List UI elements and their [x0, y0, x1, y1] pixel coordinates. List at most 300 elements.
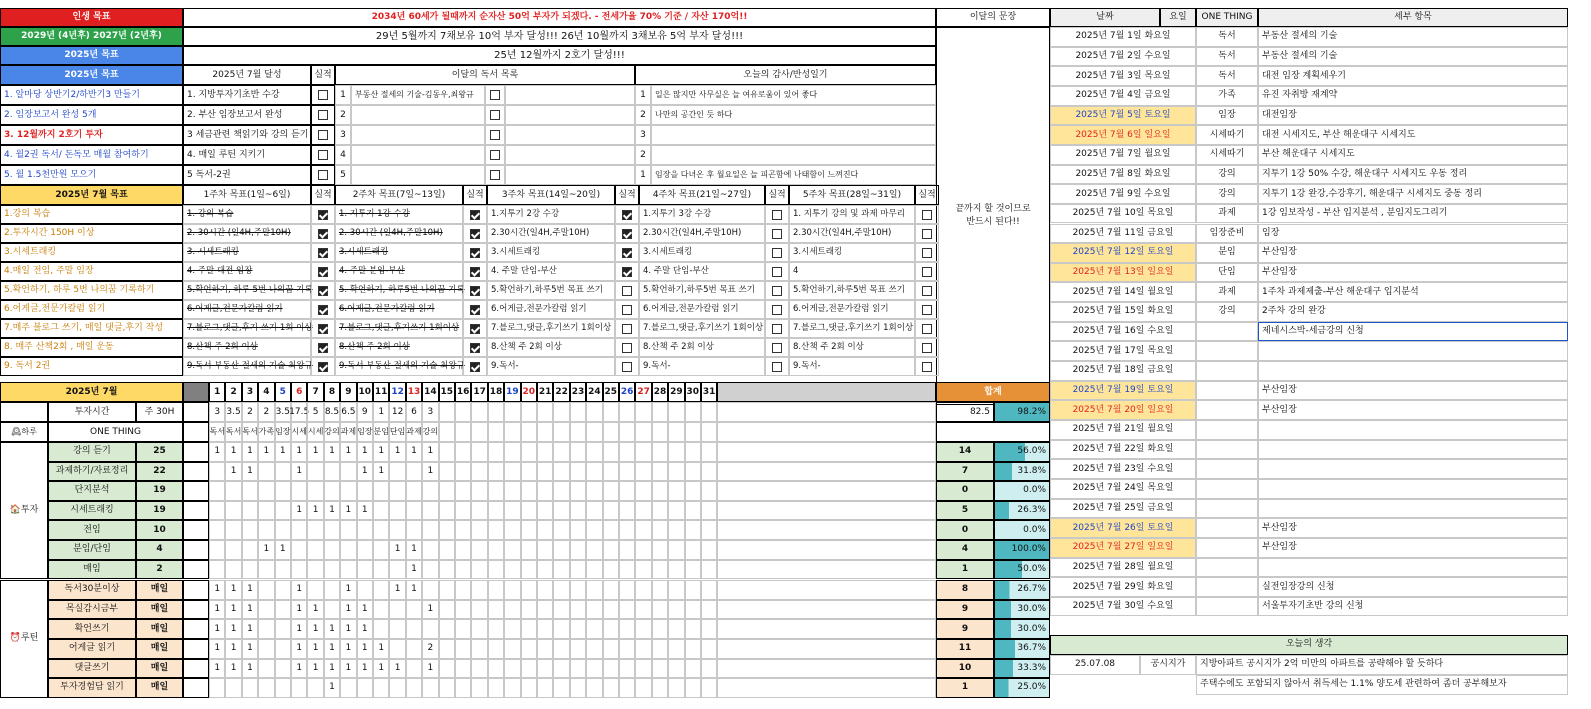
daily-one-thing[interactable]: 강의 [1196, 165, 1258, 185]
invest-mark[interactable] [603, 481, 619, 501]
gratitude-text[interactable]: 임장을 다녀온 후 월요일은 늘 피곤함에 나태함이 느껴진다 [651, 165, 936, 185]
invest-mark[interactable] [521, 442, 537, 462]
track-day-header[interactable]: 20 [521, 382, 537, 402]
checkbox[interactable] [490, 150, 500, 160]
reading-num[interactable]: 1 [335, 85, 351, 105]
month-goal-item[interactable]: 1.강의 복습 [0, 205, 183, 224]
invest-mark[interactable] [455, 560, 471, 580]
daily-date[interactable]: 2025년 7월 5일 토요일 [1050, 106, 1196, 126]
routine-mark[interactable] [406, 678, 422, 698]
routine-mark[interactable] [406, 659, 422, 679]
invest-mark[interactable]: 1 [242, 462, 258, 482]
daily-detail[interactable] [1258, 558, 1568, 578]
invest-time-day[interactable]: 5 [307, 402, 323, 422]
invest-mark[interactable] [258, 520, 274, 540]
checkbox[interactable] [470, 248, 480, 258]
daily-one-thing[interactable]: 독서 [1196, 66, 1258, 86]
one-thing-day[interactable]: 강의 [422, 422, 438, 442]
invest-mark[interactable] [291, 481, 307, 501]
routine-mark[interactable] [553, 619, 569, 639]
reading-note[interactable] [505, 125, 635, 145]
routine-mark[interactable] [537, 619, 553, 639]
week-goal-check[interactable] [915, 300, 939, 319]
routine-mark[interactable] [471, 659, 487, 679]
routine-mark[interactable]: 1 [291, 580, 307, 600]
daily-date[interactable]: 2025년 7월 15일 화요일 [1050, 302, 1196, 322]
checkbox[interactable] [772, 362, 782, 372]
routine-mark[interactable] [324, 600, 340, 620]
week-goal-check[interactable] [463, 338, 487, 357]
routine-mark[interactable] [537, 659, 553, 679]
one-thing-label[interactable]: ONE THING [48, 422, 183, 442]
track-day-header[interactable]: 10 [357, 382, 373, 402]
routine-mark[interactable]: 1 [340, 659, 356, 679]
routine-mark[interactable] [619, 619, 635, 639]
invest-row-pct[interactable]: 50.0% [994, 560, 1050, 580]
week-done-header[interactable]: 실적 [915, 185, 939, 205]
week-goal-item[interactable]: 3. 시세트래킹 [183, 243, 311, 262]
week-goal-check[interactable] [311, 262, 335, 281]
invest-row-name[interactable]: 전임 [48, 520, 136, 540]
routine-mark[interactable] [307, 580, 323, 600]
invest-mark[interactable] [521, 501, 537, 521]
invest-time-day[interactable] [701, 402, 717, 422]
invest-mark[interactable] [652, 462, 668, 482]
week-goal-item[interactable]: 7.블로그,댓글,후기 쓰기 1회 이상 [183, 319, 311, 338]
routine-mark[interactable]: 1 [324, 619, 340, 639]
invest-mark[interactable] [521, 481, 537, 501]
invest-time-total[interactable]: 82.5 [936, 402, 994, 422]
routine-mark[interactable]: 1 [242, 600, 258, 620]
routine-row-pct[interactable]: 30.0% [994, 619, 1050, 639]
week-goal-item[interactable]: 5.확언하기,하루5번 목표 쓰기 [789, 281, 915, 300]
routine-mark[interactable] [570, 678, 586, 698]
reading-note[interactable] [505, 145, 635, 165]
checkbox[interactable] [622, 286, 632, 296]
invest-mark[interactable]: 1 [406, 560, 422, 580]
invest-mark[interactable] [603, 520, 619, 540]
invest-mark[interactable] [389, 462, 405, 482]
routine-mark[interactable] [603, 678, 619, 698]
invest-mark[interactable] [324, 520, 340, 540]
routine-mark[interactable] [455, 580, 471, 600]
checkbox[interactable] [622, 362, 632, 372]
week-goal-check[interactable] [915, 338, 939, 357]
invest-mark[interactable] [603, 560, 619, 580]
routine-mark[interactable]: 1 [242, 659, 258, 679]
invest-mark[interactable] [701, 462, 717, 482]
daily-detail[interactable]: 부산임장 [1258, 400, 1568, 420]
invest-mark[interactable] [603, 442, 619, 462]
routine-mark[interactable]: 1 [373, 659, 389, 679]
daily-detail[interactable]: 부산임장 [1258, 381, 1568, 401]
track-day-header[interactable]: 19 [504, 382, 520, 402]
invest-mark[interactable] [537, 501, 553, 521]
daily-detail[interactable]: 유진 자취방 재계약 [1258, 86, 1568, 106]
daily-date[interactable]: 2025년 7월 19일 토요일 [1050, 381, 1196, 401]
routine-mark[interactable] [340, 678, 356, 698]
invest-mark[interactable] [389, 520, 405, 540]
week-goal-item[interactable]: 6.어게글,전문가칼럼 읽기 [487, 300, 615, 319]
daily-detail[interactable]: 1주차 과제제출-부산 해운대구 입지분석 [1258, 282, 1568, 302]
routine-mark[interactable] [471, 639, 487, 659]
week-goal-item[interactable]: 8.산책 주 2회 이상 [789, 338, 915, 357]
invest-row-name[interactable]: 매임 [48, 560, 136, 580]
week-goal-item[interactable]: 5.확언하기,하루5번 목표 쓰기 [487, 281, 615, 300]
week-goal-check[interactable] [463, 319, 487, 338]
invest-mark[interactable] [422, 560, 438, 580]
routine-mark[interactable] [553, 580, 569, 600]
invest-mark[interactable]: 1 [225, 462, 241, 482]
routine-mark[interactable] [685, 580, 701, 600]
routine-mark[interactable] [488, 619, 504, 639]
reading-check[interactable] [485, 125, 505, 145]
invest-mark[interactable]: 1 [422, 462, 438, 482]
routine-mark[interactable] [619, 678, 635, 698]
reading-check[interactable] [485, 165, 505, 185]
invest-mark[interactable] [471, 442, 487, 462]
invest-time-day[interactable] [488, 402, 504, 422]
routine-row-total[interactable]: 11 [936, 639, 994, 659]
track-day-header[interactable]: 28 [652, 382, 668, 402]
week-goal-check[interactable] [615, 243, 639, 262]
checkbox[interactable] [622, 248, 632, 258]
checkbox[interactable] [922, 305, 932, 315]
invest-mark[interactable] [668, 481, 684, 501]
daily-detail[interactable]: 부산임장 [1258, 243, 1568, 263]
daily-one-thing[interactable] [1196, 558, 1258, 578]
invest-mark[interactable]: 1 [307, 442, 323, 462]
invest-row-name[interactable]: 단지분석 [48, 481, 136, 501]
checkbox[interactable] [318, 90, 328, 100]
daily-one-thing[interactable]: 강의 [1196, 184, 1258, 204]
invest-row-total[interactable]: 1 [936, 560, 994, 580]
daily-detail[interactable]: 부산임장 [1258, 263, 1568, 283]
invest-mark[interactable] [258, 462, 274, 482]
week-goal-check[interactable] [765, 319, 789, 338]
invest-mark[interactable] [701, 481, 717, 501]
routine-row-target[interactable]: 매일 [136, 659, 183, 679]
week-goal-check[interactable] [915, 357, 939, 376]
routine-mark[interactable]: 1 [307, 619, 323, 639]
daily-date[interactable]: 2025년 7월 9일 수요일 [1050, 184, 1196, 204]
routine-mark[interactable]: 1 [291, 659, 307, 679]
one-thing-day[interactable] [553, 422, 569, 442]
invest-mark[interactable] [406, 501, 422, 521]
week-goal-item[interactable]: 9.독서- [639, 357, 765, 376]
routine-mark[interactable] [668, 659, 684, 679]
thought-header[interactable]: 오늘의 생각 [1050, 635, 1568, 655]
week-goal-check[interactable] [915, 224, 939, 243]
one-thing-day[interactable] [537, 422, 553, 442]
gratitude-text[interactable]: 나만의 공간인 듯 하다 [651, 105, 936, 125]
invest-mark[interactable] [357, 560, 373, 580]
routine-mark[interactable] [586, 659, 602, 679]
routine-mark[interactable]: 1 [225, 619, 241, 639]
week-goal-check[interactable] [463, 262, 487, 281]
reading-num[interactable]: 5 [335, 165, 351, 185]
invest-row-name[interactable]: 분임/단임 [48, 540, 136, 560]
routine-mark[interactable] [455, 678, 471, 698]
invest-row-total[interactable]: 0 [936, 481, 994, 501]
checkbox[interactable] [922, 324, 932, 334]
daily-date[interactable]: 2025년 7월 8일 화요일 [1050, 165, 1196, 185]
invest-mark[interactable] [422, 520, 438, 540]
invest-row-pct[interactable]: 31.8% [994, 462, 1050, 482]
daily-one-thing[interactable] [1196, 420, 1258, 440]
invest-mark[interactable] [504, 520, 520, 540]
gratitude-num[interactable]: 2 [635, 145, 651, 165]
invest-mark[interactable] [357, 520, 373, 540]
month-goal-item[interactable]: 5.확언하기, 하루 5번 나의꿈 기록하기 [0, 281, 183, 300]
done-header[interactable]: 실적 [311, 65, 335, 85]
year-goal-item[interactable]: 4. 월2권 독서/ 돈독모 매월 참여하기 [0, 145, 183, 165]
routine-mark[interactable]: 1 [225, 659, 241, 679]
invest-time-day[interactable] [521, 402, 537, 422]
routine-mark[interactable] [635, 619, 651, 639]
track-day-header[interactable]: 4 [258, 382, 274, 402]
invest-mark[interactable] [471, 501, 487, 521]
daily-detail[interactable]: 지투기 1강 50% 수강, 해운대구 시세지도 우동 정리 [1258, 165, 1568, 185]
checkbox[interactable] [470, 210, 480, 220]
week-goal-item[interactable]: 8.산책 주 2회 이상 [639, 338, 765, 357]
daily-date[interactable]: 2025년 7월 28일 월요일 [1050, 558, 1196, 578]
week-goal-check[interactable] [615, 300, 639, 319]
week-goal-check[interactable] [915, 319, 939, 338]
daily-one-thing[interactable]: 분임 [1196, 243, 1258, 263]
routine-mark[interactable] [553, 659, 569, 679]
track-day-header[interactable]: 31 [701, 382, 717, 402]
routine-mark[interactable] [603, 600, 619, 620]
one-thing-day[interactable] [701, 422, 717, 442]
routine-mark[interactable] [504, 639, 520, 659]
daily-detail[interactable]: 서울투자기초반 강의 신청 [1258, 597, 1568, 617]
invest-mark[interactable]: 1 [406, 442, 422, 462]
daily-dow-header[interactable]: 요일 [1160, 8, 1196, 27]
checkbox[interactable] [318, 362, 328, 372]
year-goal-item[interactable]: 5. 월 1.5천만원 모으기 [0, 165, 183, 185]
invest-mark[interactable] [324, 481, 340, 501]
month-achieve-item[interactable]: 5 독서-2권 [183, 165, 311, 185]
routine-mark[interactable] [570, 580, 586, 600]
routine-row-target[interactable]: 매일 [136, 600, 183, 620]
routine-mark[interactable] [685, 619, 701, 639]
invest-mark[interactable] [209, 560, 225, 580]
daily-detail[interactable] [1258, 341, 1568, 361]
invest-mark[interactable] [504, 442, 520, 462]
routine-row-pct[interactable]: 25.0% [994, 678, 1050, 698]
routine-mark[interactable] [275, 619, 291, 639]
routine-mark[interactable] [471, 600, 487, 620]
routine-mark[interactable]: 1 [209, 580, 225, 600]
routine-mark[interactable] [652, 639, 668, 659]
invest-mark[interactable] [406, 462, 422, 482]
invest-mark[interactable] [307, 540, 323, 560]
week-header-3[interactable]: 3주차 목표(14일~20일) [487, 185, 615, 205]
gratitude-text[interactable] [651, 145, 936, 165]
invest-row-target[interactable]: 19 [136, 501, 183, 521]
routine-mark[interactable] [586, 580, 602, 600]
routine-mark[interactable] [652, 619, 668, 639]
invest-mark[interactable] [307, 481, 323, 501]
daily-date[interactable]: 2025년 7월 27일 일요일 [1050, 538, 1196, 558]
track-day-header[interactable]: 12 [389, 382, 405, 402]
daily-date[interactable]: 2025년 7월 23일 수요일 [1050, 459, 1196, 479]
invest-mark[interactable] [488, 501, 504, 521]
routine-mark[interactable]: 1 [340, 580, 356, 600]
invest-mark[interactable] [537, 442, 553, 462]
invest-row-target[interactable]: 2 [136, 560, 183, 580]
routine-mark[interactable] [635, 639, 651, 659]
checkbox[interactable] [622, 267, 632, 277]
daily-date[interactable]: 2025년 7월 14일 월요일 [1050, 282, 1196, 302]
week-goal-item[interactable]: 6.어게글,전문가칼럼 읽기 [335, 300, 463, 319]
routine-mark[interactable] [635, 659, 651, 679]
routine-mark[interactable] [504, 659, 520, 679]
invest-mark[interactable] [553, 481, 569, 501]
routine-mark[interactable] [242, 678, 258, 698]
invest-time-day[interactable] [455, 402, 471, 422]
routine-mark[interactable] [389, 639, 405, 659]
routine-mark[interactable]: 1 [209, 619, 225, 639]
month-goal-item[interactable]: 2.투자시간 150H 이상 [0, 224, 183, 243]
daily-one-thing[interactable] [1196, 322, 1258, 342]
invest-mark[interactable] [504, 501, 520, 521]
routine-row-target[interactable]: 매일 [136, 678, 183, 698]
routine-mark[interactable] [537, 600, 553, 620]
routine-mark[interactable] [258, 678, 274, 698]
invest-mark[interactable] [422, 501, 438, 521]
track-day-header[interactable]: 9 [340, 382, 356, 402]
routine-mark[interactable]: 1 [357, 619, 373, 639]
routine-mark[interactable]: 1 [324, 639, 340, 659]
invest-time-day[interactable]: 6.5 [340, 402, 356, 422]
daily-one-thing[interactable]: 단임 [1196, 263, 1258, 283]
week-goal-item[interactable]: 8.산책 주 2회 이상 [487, 338, 615, 357]
month-goal-item[interactable]: 7.매주 블로그 쓰기, 매일 댓글,후기 작성 [0, 319, 183, 338]
routine-mark[interactable]: 1 [242, 619, 258, 639]
invest-mark[interactable] [225, 520, 241, 540]
week-goal-check[interactable] [311, 224, 335, 243]
invest-mark[interactable] [537, 560, 553, 580]
track-day-header[interactable]: 17 [471, 382, 487, 402]
routine-mark[interactable] [406, 639, 422, 659]
month-goal-item[interactable]: 6.어게글,전문가칼럼 읽기 [0, 300, 183, 319]
one-thing-day[interactable] [586, 422, 602, 442]
invest-time-day[interactable]: 3 [209, 402, 225, 422]
daily-detail[interactable] [1258, 420, 1568, 440]
mid-goal-text[interactable]: 29년 5월까지 7채보유 10억 부자 달성!!! 26년 10월까지 3채보유 5억 부자 달성!!! [183, 27, 936, 46]
one-thing-day[interactable]: 독서 [225, 422, 241, 442]
track-day-header[interactable]: 14 [422, 382, 438, 402]
daily-one-thing[interactable]: 시세따기 [1196, 145, 1258, 165]
week-goal-item[interactable]: 7.블로그,댓글,후기쓰기 1회이상 [487, 319, 615, 338]
invest-mark[interactable]: 1 [422, 442, 438, 462]
track-day-header[interactable]: 6 [291, 382, 307, 402]
daily-date[interactable]: 2025년 7월 25일 금요일 [1050, 499, 1196, 519]
week-goal-check[interactable] [615, 338, 639, 357]
daily-date[interactable]: 2025년 7월 29일 화요일 [1050, 577, 1196, 597]
daily-one-thing[interactable] [1196, 577, 1258, 597]
routine-mark[interactable] [668, 639, 684, 659]
checkbox[interactable] [922, 248, 932, 258]
month-goal-item[interactable]: 3.시세트래킹 [0, 243, 183, 262]
daily-one-thing[interactable]: 임장 [1196, 106, 1258, 126]
week-goal-check[interactable] [615, 319, 639, 338]
invest-mark[interactable] [668, 520, 684, 540]
one-thing-day[interactable]: 시세 [307, 422, 323, 442]
invest-mark[interactable] [439, 462, 455, 482]
week-goal-item[interactable]: 6.어게글,전문가칼럼 읽기 [639, 300, 765, 319]
haru-label[interactable]: 🕰하루 [0, 422, 48, 442]
week-goal-check[interactable] [463, 300, 487, 319]
invest-mark[interactable]: 1 [340, 501, 356, 521]
invest-mark[interactable] [209, 540, 225, 560]
routine-mark[interactable] [258, 600, 274, 620]
daily-date[interactable]: 2025년 7월 21일 월요일 [1050, 420, 1196, 440]
one-thing-day[interactable] [455, 422, 471, 442]
invest-mark[interactable] [570, 462, 586, 482]
invest-mark[interactable]: 1 [242, 442, 258, 462]
routine-mark[interactable] [701, 619, 717, 639]
week-goal-item[interactable]: 1. 강의 복습 [183, 205, 311, 224]
invest-mark[interactable] [701, 501, 717, 521]
daily-detail[interactable]: 1강 임보작성 - 부산 입지분석 , 분임지도그리기 [1258, 204, 1568, 224]
invest-mark[interactable] [652, 481, 668, 501]
routine-mark[interactable] [668, 580, 684, 600]
invest-mark[interactable] [275, 520, 291, 540]
routine-mark[interactable] [258, 580, 274, 600]
routine-mark[interactable]: 1 [422, 659, 438, 679]
week-goal-item[interactable]: 4. 주말 대전 임장 [183, 262, 311, 281]
week-goal-check[interactable] [765, 243, 789, 262]
routine-mark[interactable] [685, 678, 701, 698]
week-goal-item[interactable]: 1. 지투기 강의 및 과제 마무리 [789, 205, 915, 224]
one-thing-day[interactable]: 단임 [389, 422, 405, 442]
invest-mark[interactable] [652, 442, 668, 462]
routine-mark[interactable] [275, 659, 291, 679]
invest-mark[interactable] [455, 540, 471, 560]
invest-mark[interactable] [685, 481, 701, 501]
one-thing-day[interactable] [570, 422, 586, 442]
routine-mark[interactable]: 1 [324, 659, 340, 679]
week-header-5[interactable]: 5주차 목표(28일~31일) [789, 185, 915, 205]
routine-mark[interactable] [455, 600, 471, 620]
checkbox[interactable] [922, 210, 932, 220]
routine-mark[interactable]: 1 [357, 659, 373, 679]
week-goal-item[interactable]: 3.시세트래킹 [487, 243, 615, 262]
routine-row-name[interactable]: 독서30분이상 [48, 580, 136, 600]
week-goal-check[interactable] [615, 357, 639, 376]
week-goal-check[interactable] [311, 357, 335, 376]
routine-mark[interactable] [619, 639, 635, 659]
routine-mark[interactable] [406, 600, 422, 620]
routine-row-pct[interactable]: 26.7% [994, 580, 1050, 600]
year-goal-item[interactable]: 3. 12월까지 2호기 투자 [0, 125, 183, 145]
invest-mark[interactable] [389, 560, 405, 580]
checkbox[interactable] [772, 305, 782, 315]
routine-mark[interactable] [570, 639, 586, 659]
routine-mark[interactable]: 1 [389, 659, 405, 679]
daily-date[interactable]: 2025년 7월 4일 금요일 [1050, 86, 1196, 106]
invest-time-pct[interactable]: 98.2% [994, 402, 1050, 422]
routine-mark[interactable] [586, 619, 602, 639]
invest-mark[interactable] [242, 540, 258, 560]
week-header-2[interactable]: 2주차 목표(7일~13일) [335, 185, 463, 205]
routine-mark[interactable] [439, 678, 455, 698]
invest-mark[interactable] [373, 501, 389, 521]
week-done-header[interactable]: 실적 [765, 185, 789, 205]
